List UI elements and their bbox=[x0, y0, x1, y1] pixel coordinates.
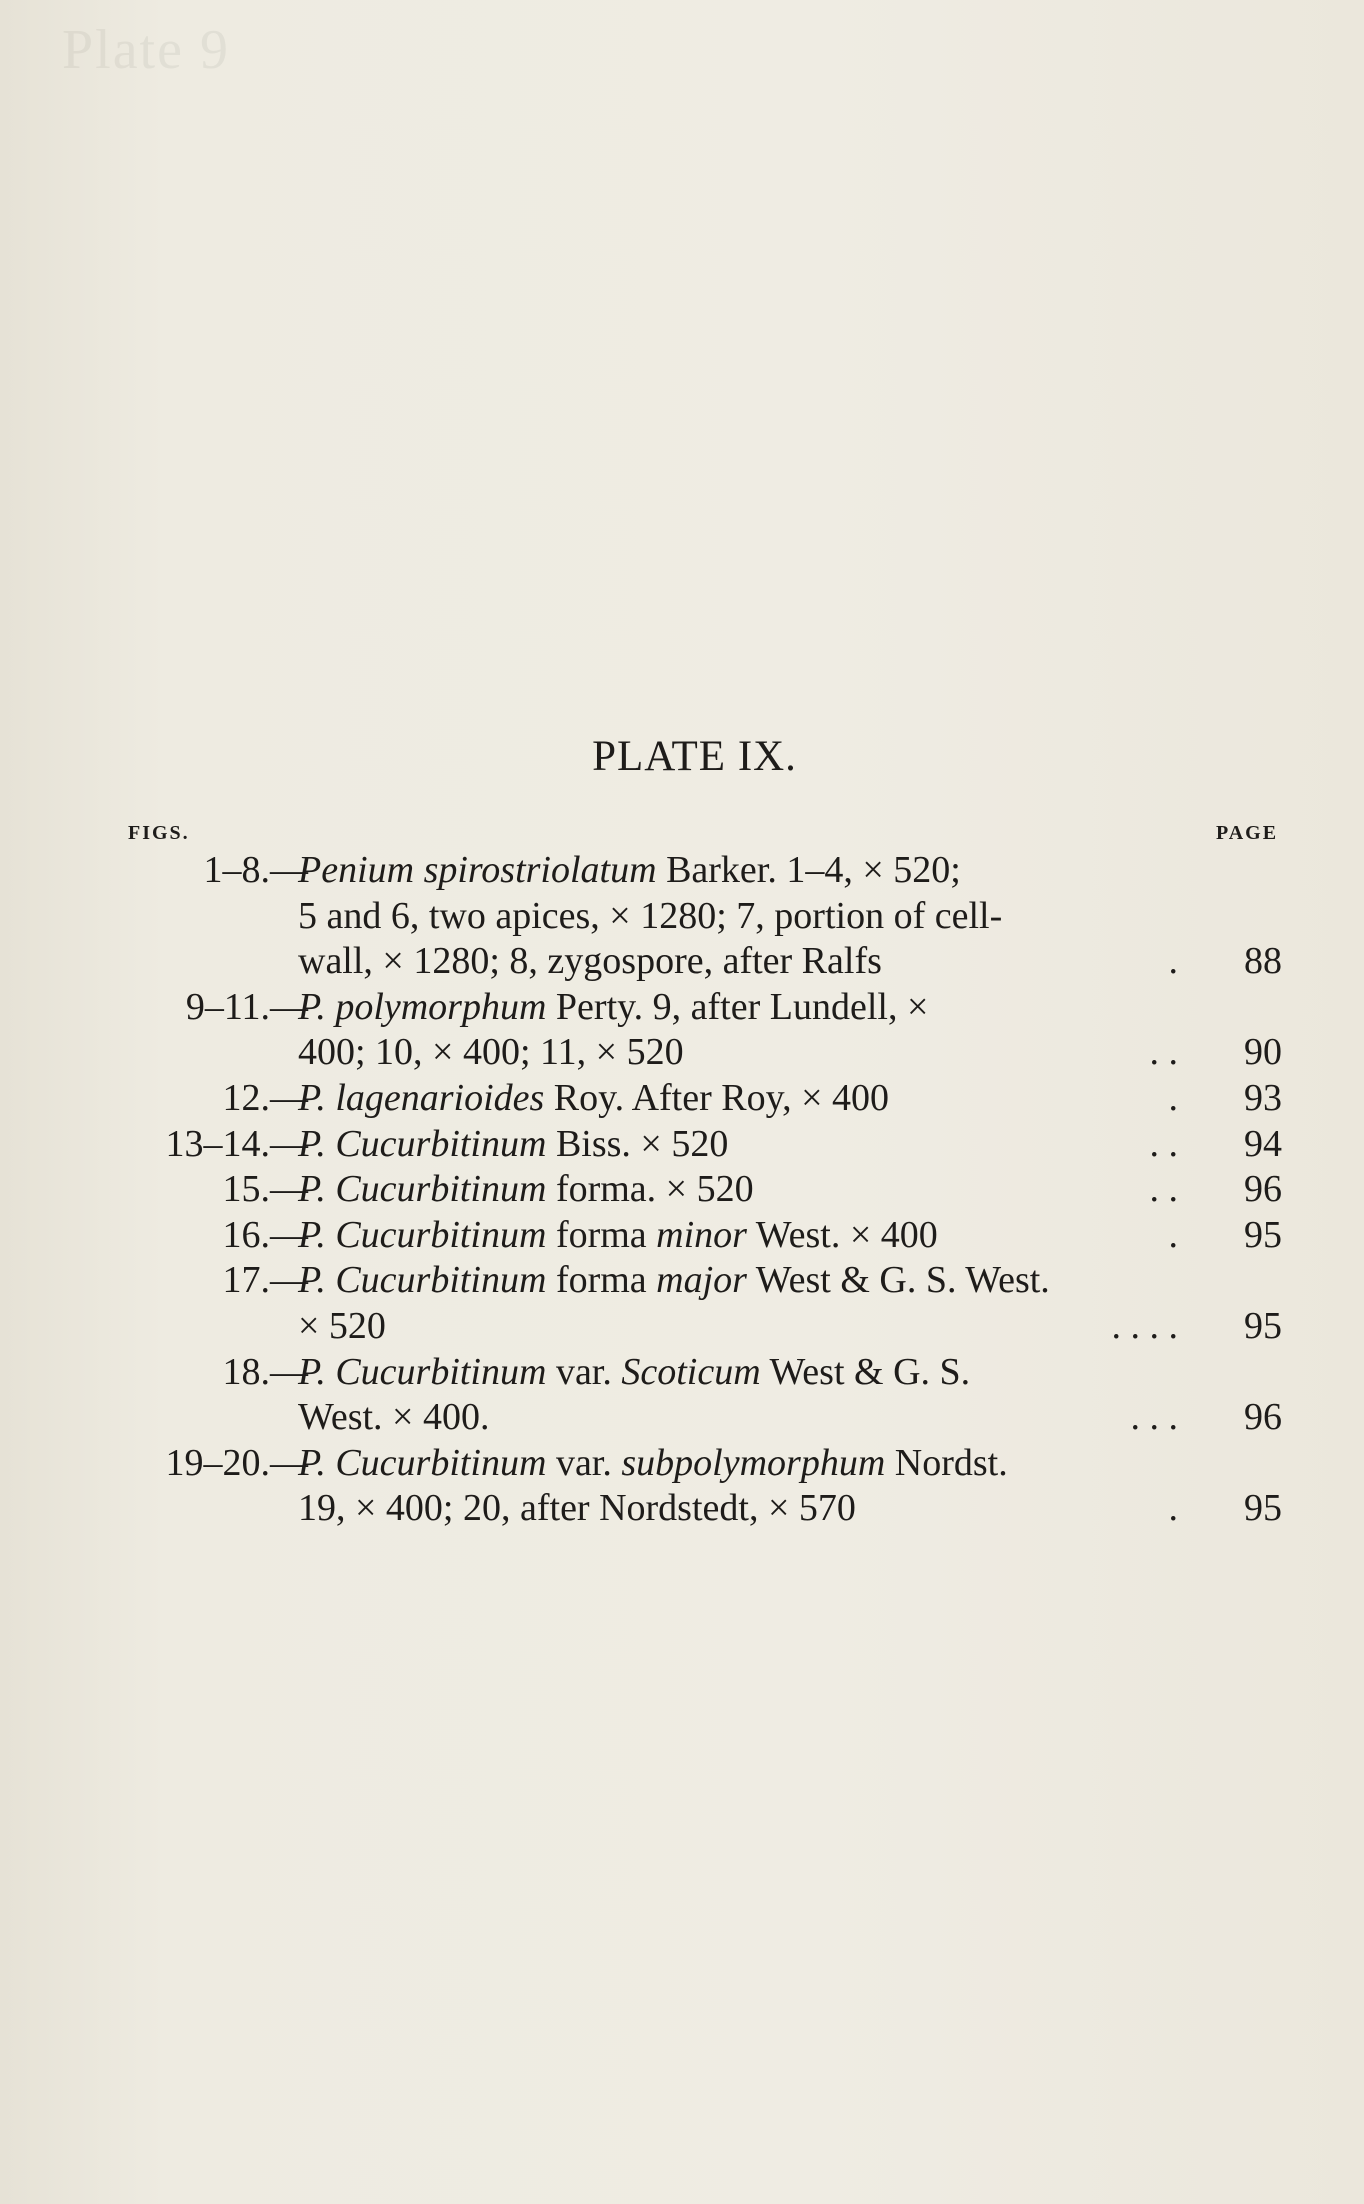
page-number: 88 bbox=[1244, 940, 1282, 983]
entry-line bbox=[0, 1030, 1364, 1076]
show-through-text: Plate 9 bbox=[62, 19, 230, 81]
em-dash: — bbox=[270, 1122, 308, 1165]
plate-entries-list bbox=[0, 848, 1364, 1532]
entry-line bbox=[0, 1441, 1364, 1487]
leader-dots: . bbox=[1168, 1487, 1178, 1530]
entry-line bbox=[0, 1350, 1364, 1396]
page-number: 96 bbox=[1244, 1396, 1282, 1439]
entry-description: 5 and 6, two apices, × 1280; 7, portion of cell- bbox=[298, 894, 1003, 937]
figure-numbers: 15. bbox=[222, 1168, 270, 1211]
page-column-header: PAGE bbox=[1216, 822, 1279, 844]
em-dash: — bbox=[270, 1350, 308, 1393]
figure-numbers: 16. bbox=[222, 1213, 270, 1256]
entry-line bbox=[0, 848, 1364, 894]
entry-description: × 520 bbox=[298, 1304, 386, 1347]
em-dash: — bbox=[270, 1259, 308, 1302]
entry-description: P. polymorphum Perty. 9, after Lundell, × bbox=[298, 985, 929, 1028]
page-number: 95 bbox=[1244, 1487, 1282, 1530]
entry-line bbox=[0, 1076, 1364, 1122]
leader-dots: . bbox=[1168, 1076, 1178, 1119]
leader-dots: . . bbox=[1149, 1168, 1178, 1211]
page-number: 90 bbox=[1244, 1031, 1282, 1074]
entry-description: wall, × 1280; 8, zygospore, after Ralfs bbox=[298, 940, 882, 983]
plate-title: PLATE IX. bbox=[592, 733, 797, 780]
entry-line bbox=[0, 1213, 1364, 1259]
page-number: 95 bbox=[1244, 1304, 1282, 1347]
page-number: 95 bbox=[1244, 1213, 1282, 1256]
entry-description: West. × 400. bbox=[298, 1396, 490, 1439]
entry-line bbox=[0, 1486, 1364, 1532]
entry-description: P. Cucurbitinum var. subpolymorphum Nordst. bbox=[298, 1441, 1008, 1484]
em-dash: — bbox=[270, 849, 308, 891]
figure-numbers: 19–20. bbox=[165, 1441, 270, 1484]
leader-dots: . . bbox=[1149, 1031, 1178, 1074]
page-number: 94 bbox=[1244, 1122, 1282, 1165]
entry-description: 400; 10, × 400; 11, × 520 bbox=[298, 1031, 684, 1074]
em-dash: — bbox=[270, 985, 308, 1028]
entry-description: Penium spirostriolatum Barker. 1–4, × 520; bbox=[298, 849, 961, 891]
em-dash: — bbox=[270, 1076, 308, 1119]
entry-line bbox=[0, 985, 1364, 1031]
entry-line bbox=[0, 939, 1364, 985]
leader-dots: . bbox=[1168, 1213, 1178, 1256]
entry-description: P. lagenarioides Roy. After Roy, × 400 bbox=[298, 1076, 890, 1119]
entry-description: 19, × 400; 20, after Nordstedt, × 570 bbox=[298, 1487, 856, 1530]
page-number: 96 bbox=[1244, 1168, 1282, 1211]
figure-numbers: 1–8. bbox=[203, 849, 270, 891]
entry-description: P. Cucurbitinum forma. × 520 bbox=[298, 1168, 754, 1211]
figure-numbers: 17. bbox=[222, 1259, 270, 1302]
figure-numbers: 9–11. bbox=[185, 985, 270, 1028]
leader-dots: . bbox=[1168, 940, 1178, 983]
entry-description: P. Cucurbitinum Biss. × 520 bbox=[298, 1122, 729, 1165]
entry-line bbox=[0, 1167, 1364, 1213]
entry-line bbox=[0, 1122, 1364, 1168]
entry-description: P. Cucurbitinum forma minor West. × 400 bbox=[298, 1213, 938, 1256]
em-dash: — bbox=[270, 1168, 308, 1211]
figs-column-header: FIGS. bbox=[128, 822, 190, 844]
entry-description: P. Cucurbitinum var. Scoticum West & G. S. bbox=[298, 1350, 971, 1393]
entry-line bbox=[0, 1258, 1364, 1304]
figure-numbers: 12. bbox=[222, 1076, 270, 1119]
entry-line bbox=[0, 894, 1364, 940]
leader-dots: . . bbox=[1149, 1122, 1178, 1165]
entry-description: P. Cucurbitinum forma major West & G. S. West. bbox=[298, 1259, 1050, 1302]
page-number: 93 bbox=[1244, 1076, 1282, 1119]
figure-numbers: 13–14. bbox=[165, 1122, 270, 1165]
em-dash: — bbox=[270, 1213, 308, 1256]
entry-line bbox=[0, 1304, 1364, 1350]
leader-dots: . . . . bbox=[1111, 1304, 1178, 1347]
em-dash: — bbox=[270, 1441, 308, 1484]
leader-dots: . . . bbox=[1130, 1396, 1178, 1439]
entry-line bbox=[0, 1395, 1364, 1441]
figure-numbers: 18. bbox=[222, 1350, 270, 1393]
